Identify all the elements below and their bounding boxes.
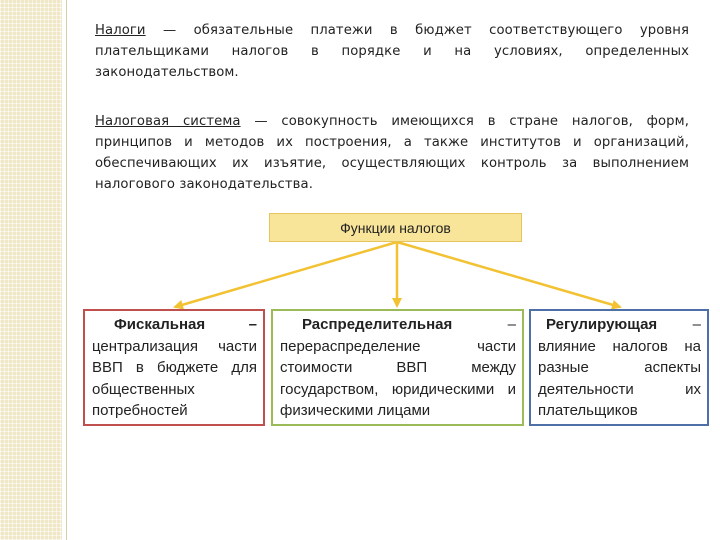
function-distributive-name: Распределительная (302, 316, 453, 333)
function-regulatory-name: Регулирующая (546, 316, 658, 333)
function-distributive-box (271, 309, 524, 426)
arrow-to-regulatory (397, 242, 620, 307)
root-node-label: Функции налогов (340, 219, 451, 236)
function-regulatory-desc: – влияние налогов на разные аспекты деятельности их плательщиков (538, 316, 701, 419)
function-regulatory-box (529, 309, 709, 426)
root-node-tax-functions (269, 213, 522, 242)
definition-tax-system-text: — совокупность имеющихся в стране налогов, форм, принципов и методов их построения, а также институтов и организаций, обеспечивающих их изъятие, осуществляющих контроль за выполнением налогового законодательства. (95, 114, 689, 192)
function-distributive-desc: – перераспределение части стоимости ВВП между государством, юридическими и физическими лицами (280, 316, 516, 419)
function-fiscal-box (83, 309, 265, 426)
function-fiscal-name: Фискальная – (114, 316, 257, 333)
function-regulatory-text (538, 314, 701, 422)
function-distributive-text (280, 314, 516, 422)
function-fiscal-text (92, 314, 257, 422)
arrow-to-fiscal (175, 242, 397, 307)
function-fiscal-desc: централизация части ВВП в бюджете для общественных потребностей (92, 337, 257, 419)
term-taxes: Налоги (95, 23, 146, 38)
definition-taxes-text: — обязательные платежи в бюджет соответствующего уровня плательщиками налогов в порядке и на условиях, определенных законодательством. (95, 23, 689, 80)
term-tax-system: Налоговая система (95, 114, 241, 129)
